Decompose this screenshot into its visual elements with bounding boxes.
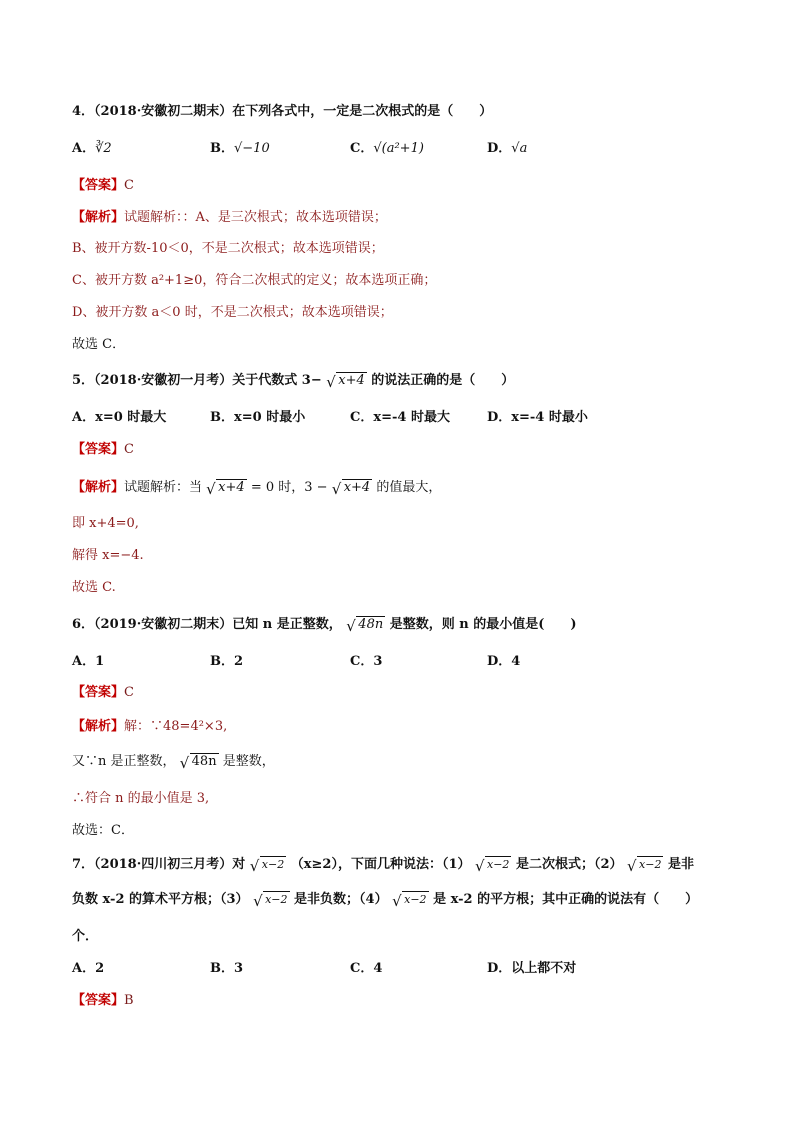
q5-answer: 【答案】C xyxy=(72,442,134,457)
q4-answer: 【答案】C xyxy=(72,178,134,193)
q4-analysis-2: B、被开方数-10＜0，不是二次根式；故本选项错误； xyxy=(72,241,384,256)
q6-option-a: A．1 xyxy=(72,654,105,669)
q7-option-a: A．2 xyxy=(72,961,105,976)
q4-analysis-3: C、被开方数 a²+1≥0，符合二次根式的定义；故本选项正确； xyxy=(72,273,437,288)
q7-stem-line-1: 7．（2018·四川初三月考）对 √ x−2 （x≥2），下面几种说法：（1） √ x−2 是二次根式；（2） √ x−2 是非 xyxy=(72,857,695,875)
q5-line-2: 即 x+4=0, xyxy=(72,516,139,531)
q7-stem-line-3: 个． xyxy=(72,929,99,944)
q4-conclusion: 故选 C． xyxy=(72,337,126,352)
q6-stem: 6．（2019·安徽初二期末）已知 n 是正整数， √ 48n 是整数，则 n 的最小值是( ) xyxy=(72,617,577,635)
q7-answer: 【答案】B xyxy=(72,993,134,1008)
q7-option-c: C．4 xyxy=(350,961,383,976)
q5-stem: 5．（2018·安徽初一月考）关于代数式 3− √ x+4 的说法正确的是（ ） xyxy=(72,373,515,391)
q4-option-a: A．∛2 xyxy=(72,141,112,156)
q4-analysis-4: D、被开方数 a＜0 时，不是二次根式；故本选项错误； xyxy=(72,305,393,320)
q4-stem: 4．（2018·安徽初二期末）在下列各式中，一定是二次根式的是（ ） xyxy=(72,104,493,119)
q5-conclusion: 故选 C. xyxy=(72,580,116,595)
q7-stem-line-2: 负数 x-2 的算术平方根；（3） √ x−2 是非负数；（4） √ x−2 是 x-2 的平方根；其中正确的说法有（ ） xyxy=(72,892,699,910)
q5-radical: √ x+4 xyxy=(326,373,365,391)
q4-analysis-1: 【解析】试题解析：：A、是三次根式；故本选项错误； xyxy=(72,210,387,225)
q6-answer: 【答案】C xyxy=(72,685,134,700)
q7-option-d: D．以上都不对 xyxy=(487,961,577,976)
q6-analysis-3: ∴符合 n 的最小值是 3, xyxy=(72,791,210,806)
q5-analysis: 【解析】试题解析：当 √ x+4 = 0 时，3 − √ x+4 的值最大， xyxy=(72,480,442,498)
q5-option-a: A．x=0 时最大 xyxy=(72,410,167,425)
q6-analysis-1: 【解析】解：∵48=4²×3, xyxy=(72,719,228,734)
q4-option-b: B．√−10 xyxy=(210,141,270,156)
q6-analysis-2: 又∵n 是正整数， √ 48n 是整数， xyxy=(72,754,275,772)
q6-conclusion: 故选：C． xyxy=(72,823,134,838)
q6-option-d: D．4 xyxy=(487,654,521,669)
q7-option-b: B．3 xyxy=(210,961,244,976)
q5-option-b: B．x=0 时最小 xyxy=(210,410,306,425)
q5-option-d: D．x=-4 时最小 xyxy=(487,410,588,425)
q5-line-3: 解得 x=−4. xyxy=(72,548,144,563)
q5-option-c: C．x=-4 时最大 xyxy=(350,410,450,425)
q4-option-c: C．√(a²+1) xyxy=(350,141,424,156)
q6-option-b: B．2 xyxy=(210,654,244,669)
q6-option-c: C．3 xyxy=(350,654,383,669)
q4-option-d: D．√a xyxy=(487,141,528,156)
